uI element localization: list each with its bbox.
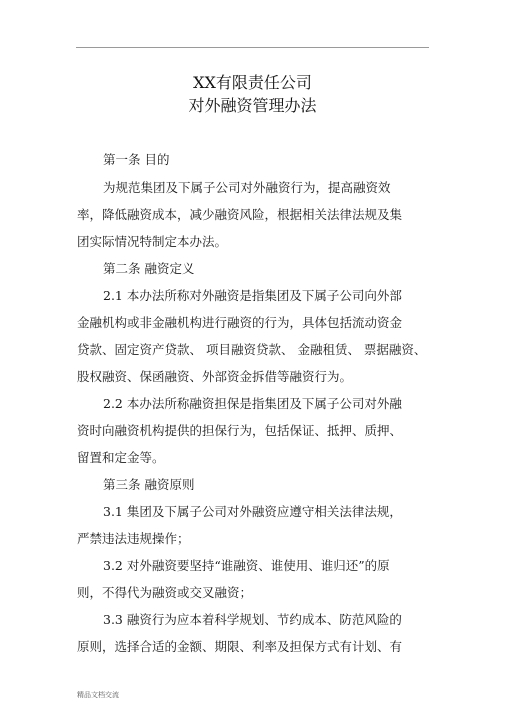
paragraph-line: 3.2 对外融资要坚持“谁融资、谁使用、谁归还”的原 bbox=[103, 558, 390, 573]
paragraph-line: 2.1 本办法所称对外融资是指集团及下属子公司向外部 bbox=[103, 288, 402, 303]
paragraph-line: 资时向融资机构提供的担保行为，包括保证、抵押、质押、 bbox=[77, 423, 403, 438]
paragraph-line: 贷款、固定资产贷款、 项目融资贷款、 金融租赁、 票据融资、 bbox=[77, 342, 427, 357]
article-3-heading: 第三条 融资原则 bbox=[103, 477, 195, 492]
paragraph-line: 为规范集团及下属子公司对外融资行为，提高融资效 bbox=[103, 180, 391, 195]
header-rule bbox=[76, 47, 429, 48]
paragraph-line: 3.1 集团及下属子公司对外融资应遵守相关法律法规， bbox=[103, 504, 402, 519]
article-1-heading: 第一条 目的 bbox=[103, 152, 170, 167]
paragraph-line: 则，不得代为融资或交叉融资； bbox=[77, 585, 253, 600]
paragraph-line: 严禁违法违规操作； bbox=[77, 531, 190, 546]
paragraph-line: 3.3 融资行为应本着科学规划、节约成本、防范风险的 bbox=[103, 612, 402, 627]
paragraph-line: 团实际情况特制定本办法。 bbox=[77, 234, 228, 249]
doc-title-company: XX有限责任公司 bbox=[193, 73, 312, 92]
paragraph-line: 率，降低融资成本，减少融资风险，根据相关法律法规及集 bbox=[77, 207, 403, 222]
paragraph-line: 留置和定金等。 bbox=[77, 450, 165, 465]
paragraph-line: 原则，选择合适的金额、期限、利率及担保方式有计划、有 bbox=[77, 639, 403, 654]
article-2-heading: 第二条 融资定义 bbox=[103, 261, 195, 276]
paragraph-line: 股权融资、保函融资、外部资金拆借等融资行为。 bbox=[77, 369, 353, 384]
paragraph-line: 金融机构或非金融机构进行融资的行为，具体包括流动资金 bbox=[77, 315, 403, 330]
page-footer: 精品文档交流 bbox=[77, 691, 119, 699]
paragraph-line: 2.2 本办法所称融资担保是指集团及下属子公司对外融 bbox=[103, 396, 402, 411]
doc-title-subject: 对外融资管理办法 bbox=[188, 96, 317, 115]
